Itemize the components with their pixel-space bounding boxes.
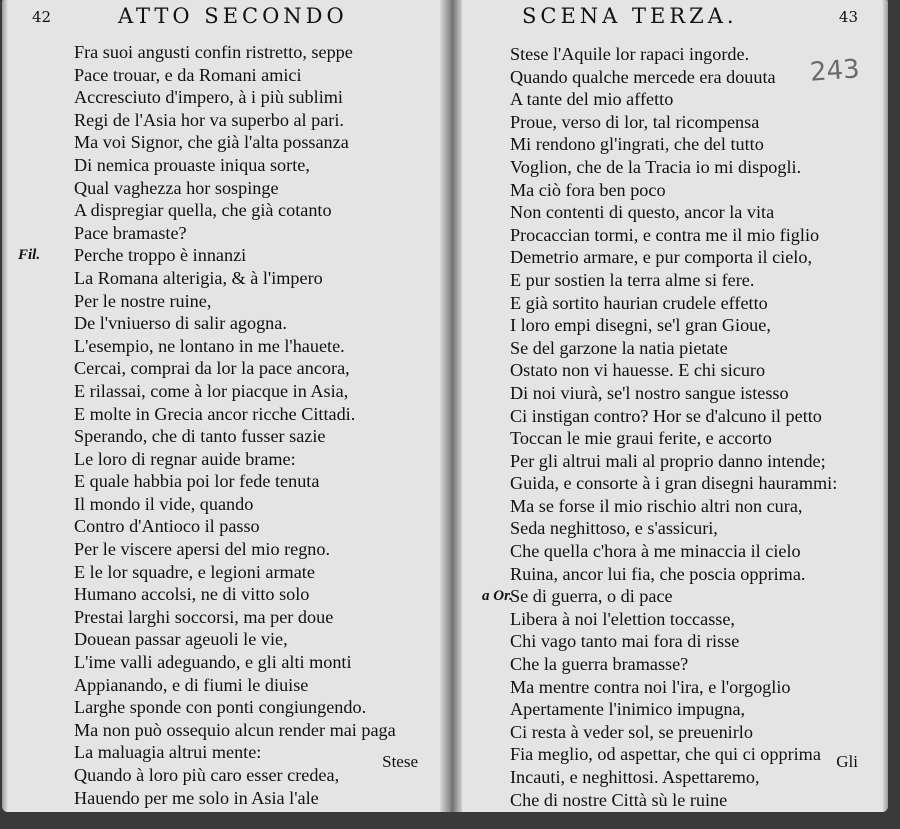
verse-line-text: Ma se forse il mio rischio altri non cura, xyxy=(510,495,803,516)
verse-line xyxy=(24,290,444,313)
verse-line xyxy=(24,425,444,448)
verse-line-text: Per gli altrui mali al proprio danno intende; xyxy=(510,450,826,471)
verse-line-text: Fra suoi angusti confin ristretto, seppe xyxy=(74,42,353,62)
verse-text xyxy=(482,43,888,811)
verse-line xyxy=(496,676,888,699)
verse-line-text: Contro d'Antioco il passo xyxy=(74,516,260,537)
running-head xyxy=(32,4,418,34)
verse-line-text: Mi rendono gl'ingrati, che del tutto xyxy=(510,134,764,155)
verse-line-text: Appianando, e di fiumi le diuise xyxy=(74,674,309,695)
page-number: 43 xyxy=(838,8,858,26)
verse-line-text: Larghe sponde con ponti congiungendo. xyxy=(74,697,367,718)
verse-line xyxy=(496,382,888,405)
verse-line-text: Quando à loro più caro esser credea, xyxy=(74,765,340,785)
speaker-label: a Or. xyxy=(482,588,513,605)
catchword: Stese xyxy=(382,752,418,771)
verse-line xyxy=(24,64,444,87)
verse-line-text: Libera à noi l'elettion toccasse, xyxy=(510,608,735,629)
verse-line xyxy=(24,764,444,787)
verse-line xyxy=(496,314,888,337)
verse-line xyxy=(496,359,888,382)
verse-line xyxy=(24,493,444,516)
verse-line xyxy=(496,133,888,156)
verse-line-text: E già sortito haurian crudele effetto xyxy=(510,292,768,313)
verse-line-text: Se di guerra, o di pace xyxy=(510,586,673,607)
verse-line-text: Se del garzone la natia pietate xyxy=(510,337,728,358)
verse-line xyxy=(496,111,888,134)
verse-line xyxy=(496,201,888,224)
verse-line xyxy=(496,540,888,563)
verse-line xyxy=(496,698,888,721)
verse-line-text: E molte in Grecia ancor ricche Cittadi. xyxy=(74,403,356,424)
verse-line xyxy=(24,674,444,697)
verse-line-text: E le lor squadre, e legioni armate xyxy=(74,561,315,582)
verse-line-text: Ma non può ossequio alcun render mai paga xyxy=(74,719,396,740)
verse-line xyxy=(24,86,444,109)
verse-line-text: Ruina, ancor lui fia, che poscia opprima. xyxy=(510,563,806,584)
verse-line-text: E quale habbia poi lor fede tenuta xyxy=(74,471,320,492)
verse-line xyxy=(496,495,888,518)
verse-line xyxy=(24,561,444,584)
verse-line xyxy=(496,269,888,292)
verse-line xyxy=(496,405,888,428)
verse-line-text: Che quella c'hora à me minaccia il cielo xyxy=(510,541,801,562)
running-head xyxy=(510,4,858,34)
verse-line xyxy=(24,109,444,132)
verse-line xyxy=(24,154,444,177)
verse-line xyxy=(496,766,888,789)
verse-line-text: Ma ciò fora ben poco xyxy=(510,179,666,200)
verse-line-text: Regi de l'Asia hor va superbo al pari. xyxy=(74,109,344,130)
verse-line-text: Prestai larghi soccorsi, ma per doue xyxy=(74,606,334,627)
verse-line xyxy=(496,224,888,247)
verse-line xyxy=(24,787,444,810)
verse-line-text: Per le nostre ruine, xyxy=(74,290,212,311)
page-edge-shadow xyxy=(2,0,8,812)
verse-line-text: Accresciuto d'impero, à i più sublimi xyxy=(74,87,343,108)
verse-line xyxy=(496,653,888,676)
verse-line xyxy=(24,312,444,335)
verse-line xyxy=(496,88,888,111)
verse-line-text: Quando qualche mercede era douuta xyxy=(510,66,776,87)
verse-line xyxy=(24,131,444,154)
verse-line-text: La Romana alterigia, & à l'impero xyxy=(74,267,323,288)
verse-line-text: Non contenti di questo, ancor la vita xyxy=(510,202,775,223)
verse-line-text: I loro empi disegni, se'l gran Gioue, xyxy=(510,315,771,336)
verse-line xyxy=(496,43,888,66)
verse-line xyxy=(24,719,444,742)
verse-line-text: A tante del mio affetto xyxy=(510,89,674,110)
verse-line-text: Qual vaghezza hor sospinge xyxy=(74,177,279,198)
verse-line xyxy=(24,741,444,764)
verse-line xyxy=(482,585,888,608)
verse-line-text: Per le viscere apersi del mio regno. xyxy=(74,539,331,560)
verse-line-text: Demetrio armare, e pur comporta il cielo, xyxy=(510,247,812,268)
verse-line-text: Ci instigan contro? Hor se d'alcuno il petto xyxy=(510,405,822,426)
verse-line xyxy=(24,538,444,561)
verse-line xyxy=(496,427,888,450)
verse-line-text: Ma voi Signor, che già l'alta possanza xyxy=(74,132,349,153)
verse-line-text: Stese l'Aquile lor rapaci ingorde. xyxy=(510,44,750,64)
verse-line xyxy=(496,292,888,315)
verse-line-text: Sperando, che di tanto fusser sazie xyxy=(74,426,326,447)
verse-line-text: Ma mentre contra noi l'ira, e l'orgoglio xyxy=(510,676,791,697)
verse-line xyxy=(496,630,888,653)
verse-line xyxy=(496,179,888,202)
verse-line-text: Di nemica prouaste iniqua sorte, xyxy=(74,154,310,175)
speaker-label: Fil. xyxy=(18,247,41,264)
left-page xyxy=(2,0,448,812)
verse-line xyxy=(496,563,888,586)
verse-line-text: E pur sostien la terra alme si fere. xyxy=(510,269,755,290)
verse-line-text: Ci resta à veder sol, se preuenirlo xyxy=(510,721,753,742)
verse-line xyxy=(18,244,444,267)
verse-line xyxy=(24,222,444,245)
catchword: Gli xyxy=(836,752,858,771)
verse-line-text: L'ime valli adeguando, e gli alti monti xyxy=(74,652,352,673)
verse-line xyxy=(24,606,444,629)
verse-line xyxy=(24,335,444,358)
page-number: 42 xyxy=(32,8,52,26)
verse-line-text: Il mondo il vide, quando xyxy=(74,493,254,514)
verse-line xyxy=(24,583,444,606)
verse-line-text: Cercai, comprai da lor la pace ancora, xyxy=(74,358,350,379)
verse-line-text: Fia meglio, od aspettar, che qui ci opprima xyxy=(510,744,821,765)
verse-line-text: De l'vniuerso di salir agogna. xyxy=(74,313,287,334)
verse-line xyxy=(496,608,888,631)
verse-line xyxy=(24,177,444,200)
verse-line-text: Seda neghittoso, e s'assicuri, xyxy=(510,518,718,539)
verse-line-text: Proue, verso di lor, tal ricompensa xyxy=(510,111,760,132)
verse-line-text: Apertamente l'inimico impugna, xyxy=(510,699,746,720)
verse-line-text: E rilassai, come à lor piacque in Asia, xyxy=(74,380,349,401)
verse-line-text: Ostato non vi hauesse. E chi sicuro xyxy=(510,360,766,381)
verse-line-text: Pace trouar, e da Romani amici xyxy=(74,64,302,85)
running-head-title: ATTO SECONDO xyxy=(118,4,348,28)
right-page xyxy=(452,0,888,812)
pencil-annotation: 243 xyxy=(809,54,861,88)
verse-line-text: Di noi viurà, se'l nostro sangue istesso xyxy=(510,382,789,403)
verse-line-text: Voglion, che de la Tracia io mi dispogli. xyxy=(510,156,802,177)
running-head-title: SCENA TERZA. xyxy=(522,4,738,28)
verse-line-text: Pace bramaste? xyxy=(74,222,187,243)
verse-line-text: Incauti, e neghittosi. Aspettaremo, xyxy=(510,767,760,787)
verse-line xyxy=(496,472,888,495)
verse-line xyxy=(24,199,444,222)
verse-line xyxy=(24,651,444,674)
verse-line xyxy=(24,357,444,380)
verse-line-text: Hauendo per me solo in Asia l'ale xyxy=(74,787,319,808)
verse-line xyxy=(24,628,444,651)
book-gutter xyxy=(440,0,462,812)
verse-line xyxy=(496,66,888,89)
verse-line xyxy=(496,246,888,269)
verse-line-text: Guida, e consorte à i gran disegni haurammi: xyxy=(510,473,838,494)
verse-line-text: Che di nostre Città sù le ruine xyxy=(510,789,728,810)
verse-line xyxy=(496,743,888,766)
verse-line xyxy=(496,789,888,812)
verse-line-text: La maluagia altrui mente: xyxy=(74,742,262,763)
verse-line xyxy=(496,721,888,744)
verse-line-text: Che la guerra bramasse? xyxy=(510,654,689,675)
verse-line xyxy=(24,41,444,64)
verse-line xyxy=(24,267,444,290)
verse-line xyxy=(496,517,888,540)
verse-text xyxy=(18,41,444,809)
verse-line xyxy=(24,380,444,403)
verse-line-text: A dispregiar quella, che già cotanto xyxy=(74,200,332,221)
verse-line-text: Humano accolsi, ne di vitto solo xyxy=(74,584,310,605)
verse-line xyxy=(24,448,444,471)
verse-line-text: Chi vago tanto mai fora di risse xyxy=(510,631,740,652)
verse-line xyxy=(496,450,888,473)
verse-line xyxy=(24,515,444,538)
verse-line-text: Le loro di regnar auide brame: xyxy=(74,448,296,469)
verse-line xyxy=(24,696,444,719)
verse-line xyxy=(496,156,888,179)
verse-line-text: Douean passar ageuoli le vie, xyxy=(74,629,288,650)
verse-line-text: Perche troppo è innanzi xyxy=(74,245,247,266)
verse-line xyxy=(496,337,888,360)
verse-line xyxy=(24,403,444,426)
verse-line-text: Toccan le mie graui ferite, e accorto xyxy=(510,428,772,449)
verse-line xyxy=(24,470,444,493)
verse-line-text: L'esempio, ne lontano in me l'hauete. xyxy=(74,335,345,356)
verse-line-text: Procaccian tormi, e contra me il mio figlio xyxy=(510,224,820,245)
